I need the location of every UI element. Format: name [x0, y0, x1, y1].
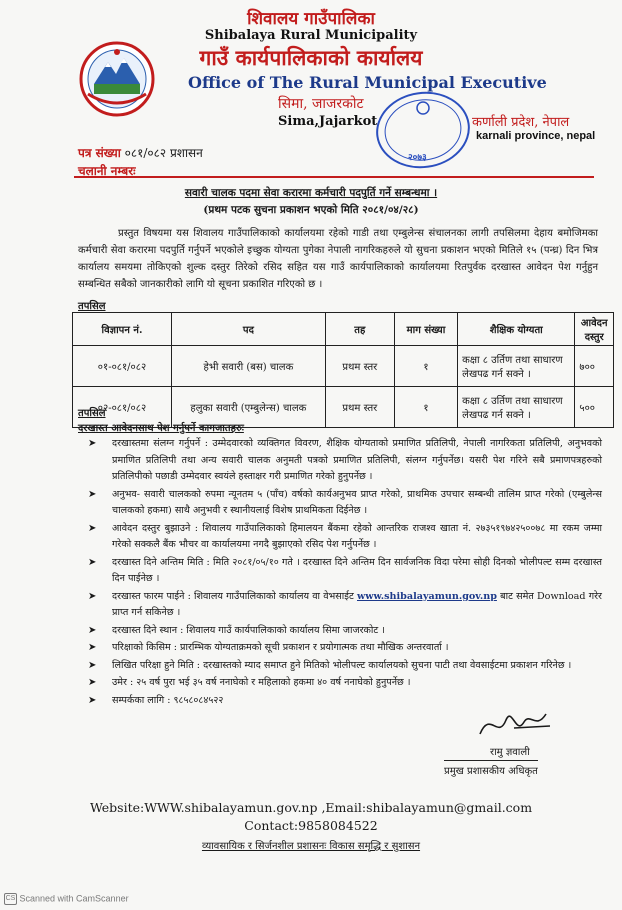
footer-website-email: Website:WWW.shibalayamun.gov.np ,Email:shibalayamun@gmail.com	[89, 800, 533, 815]
table-cell: कक्षा ८ उर्तिण तथा साधारण लेखपढ गर्न सक्ने ।	[458, 387, 575, 428]
list-item: ➤ आवेदन दस्तुर बुझाउने : शिवालय गाउँपालिकाको हिमालयन बैंकमा रहेको आन्तरिक राजश्व खाता नं. २७३५१९७४२५००७८ मा रकम जम्मा गरेको सक्कलै बैंक भौचर वा कार्यालयमा नगदै बुझाएको रसिद पेश गर्नुपर्नेछ ।	[88, 522, 602, 550]
table-cell: हलुका सवारी (एम्बुलेन्स) चालक	[171, 387, 325, 428]
header-en-office: Office of The Rural Municipal Executive	[188, 73, 547, 92]
table-cell: ०१-०८१/०८२	[73, 346, 172, 387]
arrow-icon: ➤	[88, 694, 97, 706]
list-item: ➤ दरखास्त दिने अन्तिम मिति : मिति २०८१/०५/१० गते । दरखास्त दिने अन्तिम दिन सार्वजनिक विदा परेमा सोही दिनको भोलीपल्ट सम्म दरखास्त दिन पाईनेछ ।	[88, 556, 602, 584]
signature	[476, 700, 556, 744]
arrow-icon: ➤	[88, 522, 97, 534]
patra-value: ०८१/०८२ प्रशासन	[124, 146, 203, 160]
list-item: ➤ सम्पर्कका लागि : ९८५८०८४५२२	[78, 693, 602, 710]
header-en-province: karnali province, nepal	[476, 130, 596, 142]
table-cell: १	[394, 346, 457, 387]
docs-list	[78, 436, 602, 710]
chalani-label: चलानी नम्बरः	[78, 164, 136, 178]
camscanner-icon: CS	[4, 893, 17, 905]
col-header: माग संख्या	[394, 313, 457, 346]
col-header: शैक्षिक योग्यता	[458, 313, 575, 346]
arrow-icon: ➤	[88, 677, 97, 688]
header-np-province: कर्णाली प्रदेश, नेपाल	[472, 115, 570, 130]
arrow-icon: ➤	[88, 438, 97, 449]
col-header: तह	[325, 313, 394, 346]
header-np-office: गाउँ कार्यपालिकाको कार्यालय	[199, 45, 423, 70]
list-item: ➤ दरखास्त दिने स्थान : शिवालय गाउँ कार्यपालिकाको कार्यालय सिमा जाजरकोट ।	[78, 623, 602, 640]
signatory-title: प्रमुख प्रशासकीय अधिकृत	[444, 760, 538, 777]
patra-label: पत्र संख्या	[78, 146, 121, 160]
tapsil-label: तपसिल	[78, 408, 106, 419]
table-cell: ७००	[575, 346, 614, 387]
arrow-icon: ➤	[88, 659, 97, 671]
col-header: आवेदन दस्तुर	[575, 313, 614, 346]
list-item: ➤ परिक्षाको किसिम : प्रारम्भिक योग्यताक्रमको सूची प्रकाशन र प्रयोगात्मक तथा मौखिक अन्तरवार्ता ।	[78, 640, 602, 657]
table-label: तपसिल	[78, 301, 106, 312]
docs-heading: दरखास्त आवेदनसाथ पेश गर्नुपर्ने कागजातहरुः	[78, 423, 244, 434]
body-paragraph: प्रस्तुत विषयमा यस शिवालय गाउँपालिकाको कार्यालयमा रहेको गाडी तथा एम्बुलेन्स संचालनका लागी तपसिलमा देहाय बमोजिमका कर्मचारी सेवा करारमा पदपुर्ति गर्नुपर्ने भएकोले इच्छुक योग्यता पुगेका नेपाली नागरिकहरुले यो सुचना प्रकाशन भएको मितिले १५ (पन्ध्र) दिन भित्र कार्यालय समयमा तोकिएको शुल्क दस्तुर तिरेको रसिद सहित यस गाउँ कार्यपालिकाको कार्यालयमा रितपुर्वक दरखास्त आवेदन पेश गर्नुहुन सम्बन्धित सबैको जानकारीको लागि यो सूचना प्रकाशित गरिएको छ ।	[78, 228, 598, 290]
subject-line: सवारी चालक पदमा सेवा करारमा कर्मचारी पदपुर्ति गर्ने सम्बन्धमा ।	[184, 187, 438, 199]
website-link[interactable]: www.shibalayamun.gov.np	[357, 590, 497, 602]
patra-sankhya	[78, 144, 203, 161]
table-cell: प्रथम स्तर	[325, 346, 394, 387]
table-header-row	[73, 313, 614, 346]
arrow-icon: ➤	[88, 488, 97, 500]
table-cell: ५००	[575, 387, 614, 428]
list-item: ➤ दरखास्तमा संलग्न गर्नुपर्ने : उम्मेदवारको व्यक्तिगत विवरण, शैक्षिक योग्यताको प्रमाणित प्रतिलिपी, नेपाली नागरिकता प्रतिलिपी, अनुभवको प्रमाणित प्रतिलिपी तथा अन्य सवारी चालक अनुमती पत्रको प्रमाणित प्रतिलिपी, संलग्न गर्नुपर्नेछ। यसरी पेश गरिने सबै प्रमाणपत्रहरुको प्रतिलिपीको पछाडी उम्मेदवार स्वयंले हस्ताक्षर गरी प्रमाणित गरेको हुनुपर्नेछ ।	[88, 438, 602, 482]
vacancy-table	[72, 312, 614, 428]
signatory-name: रामु ज्ञवाली	[490, 747, 530, 758]
subject-date: (प्रथम पटक सुचना प्रकाशन भएको मिति २०८१/०४/२८)	[203, 204, 419, 216]
table-cell: कक्षा ८ उर्तिण तथा साधारण लेखपढ गर्न सक्ने ।	[458, 346, 575, 387]
list-item: ➤ अनुभव- सवारी चालकको रुपमा न्यूनतम ५ (पाँच) वर्षको कार्यअनुभव प्राप्त गरेको, प्राथमिक उपचार सम्बन्धी तालिम प्राप्त गरेको (एम्बुलेन्स चालकको हकमा) साथै अनुभवी र स्थानीयलाई विशेष प्राथमिकता दिईनेछ ।	[88, 488, 602, 516]
list-item: ➤ लिखित परिक्षा हुने मिति : दरखास्तको म्याद समाप्त हुने मितिको भोलीपल्ट कार्यालयको सुचना पाटी तथा वेवसाईटमा प्रकाशन गरिनेछ ।	[78, 658, 602, 675]
col-header: पद	[171, 313, 325, 346]
arrow-icon: ➤	[88, 590, 97, 602]
col-header: विज्ञापन नं.	[73, 313, 172, 346]
table-cell: हेभी सवारी (बस) चालक	[171, 346, 325, 387]
table-cell: १	[394, 387, 457, 428]
list-item: ➤ दरखास्त फारम पाईने : शिवालय गाउँपालिकाको कार्यालय वा वेभसाईट www.shibalayamun.gov.np बाट समेत Download गरेर प्राप्त गर्न सकिनेछ ।	[88, 590, 602, 618]
footer-motto: व्यावसायिक र सिर्जनशील प्रशासनः विकास समृद्धि र सुशासन	[201, 841, 421, 852]
header-np-place: सिमा, जाजरकोट	[278, 96, 364, 112]
footer-contact: Contact:9858084522	[244, 818, 378, 833]
camscanner-watermark: CS Scanned with CamScanner	[5, 893, 129, 904]
header-np-title: शिवालय गाउँपालिका	[247, 9, 375, 29]
arrow-icon: ➤	[88, 556, 97, 568]
stamp-year: २०७३	[408, 153, 427, 163]
header-rule	[74, 176, 594, 178]
table-row	[73, 346, 614, 387]
table-cell: प्रथम स्तर	[325, 387, 394, 428]
arrow-icon: ➤	[88, 642, 97, 653]
header-en-place: Sima,Jajarkot	[278, 114, 378, 129]
table-cell: ०२-०८१/०८२	[73, 387, 172, 428]
list-item: ➤ उमेर : २५ वर्ष पुरा भई ३५ वर्ष ननाघेको र महिलाको हकमा ४० वर्ष ननाघेको हुनुपर्नेछ ।	[78, 675, 602, 692]
header-en-title: Shibalaya Rural Municipality	[204, 28, 418, 43]
arrow-icon: ➤	[88, 624, 97, 636]
